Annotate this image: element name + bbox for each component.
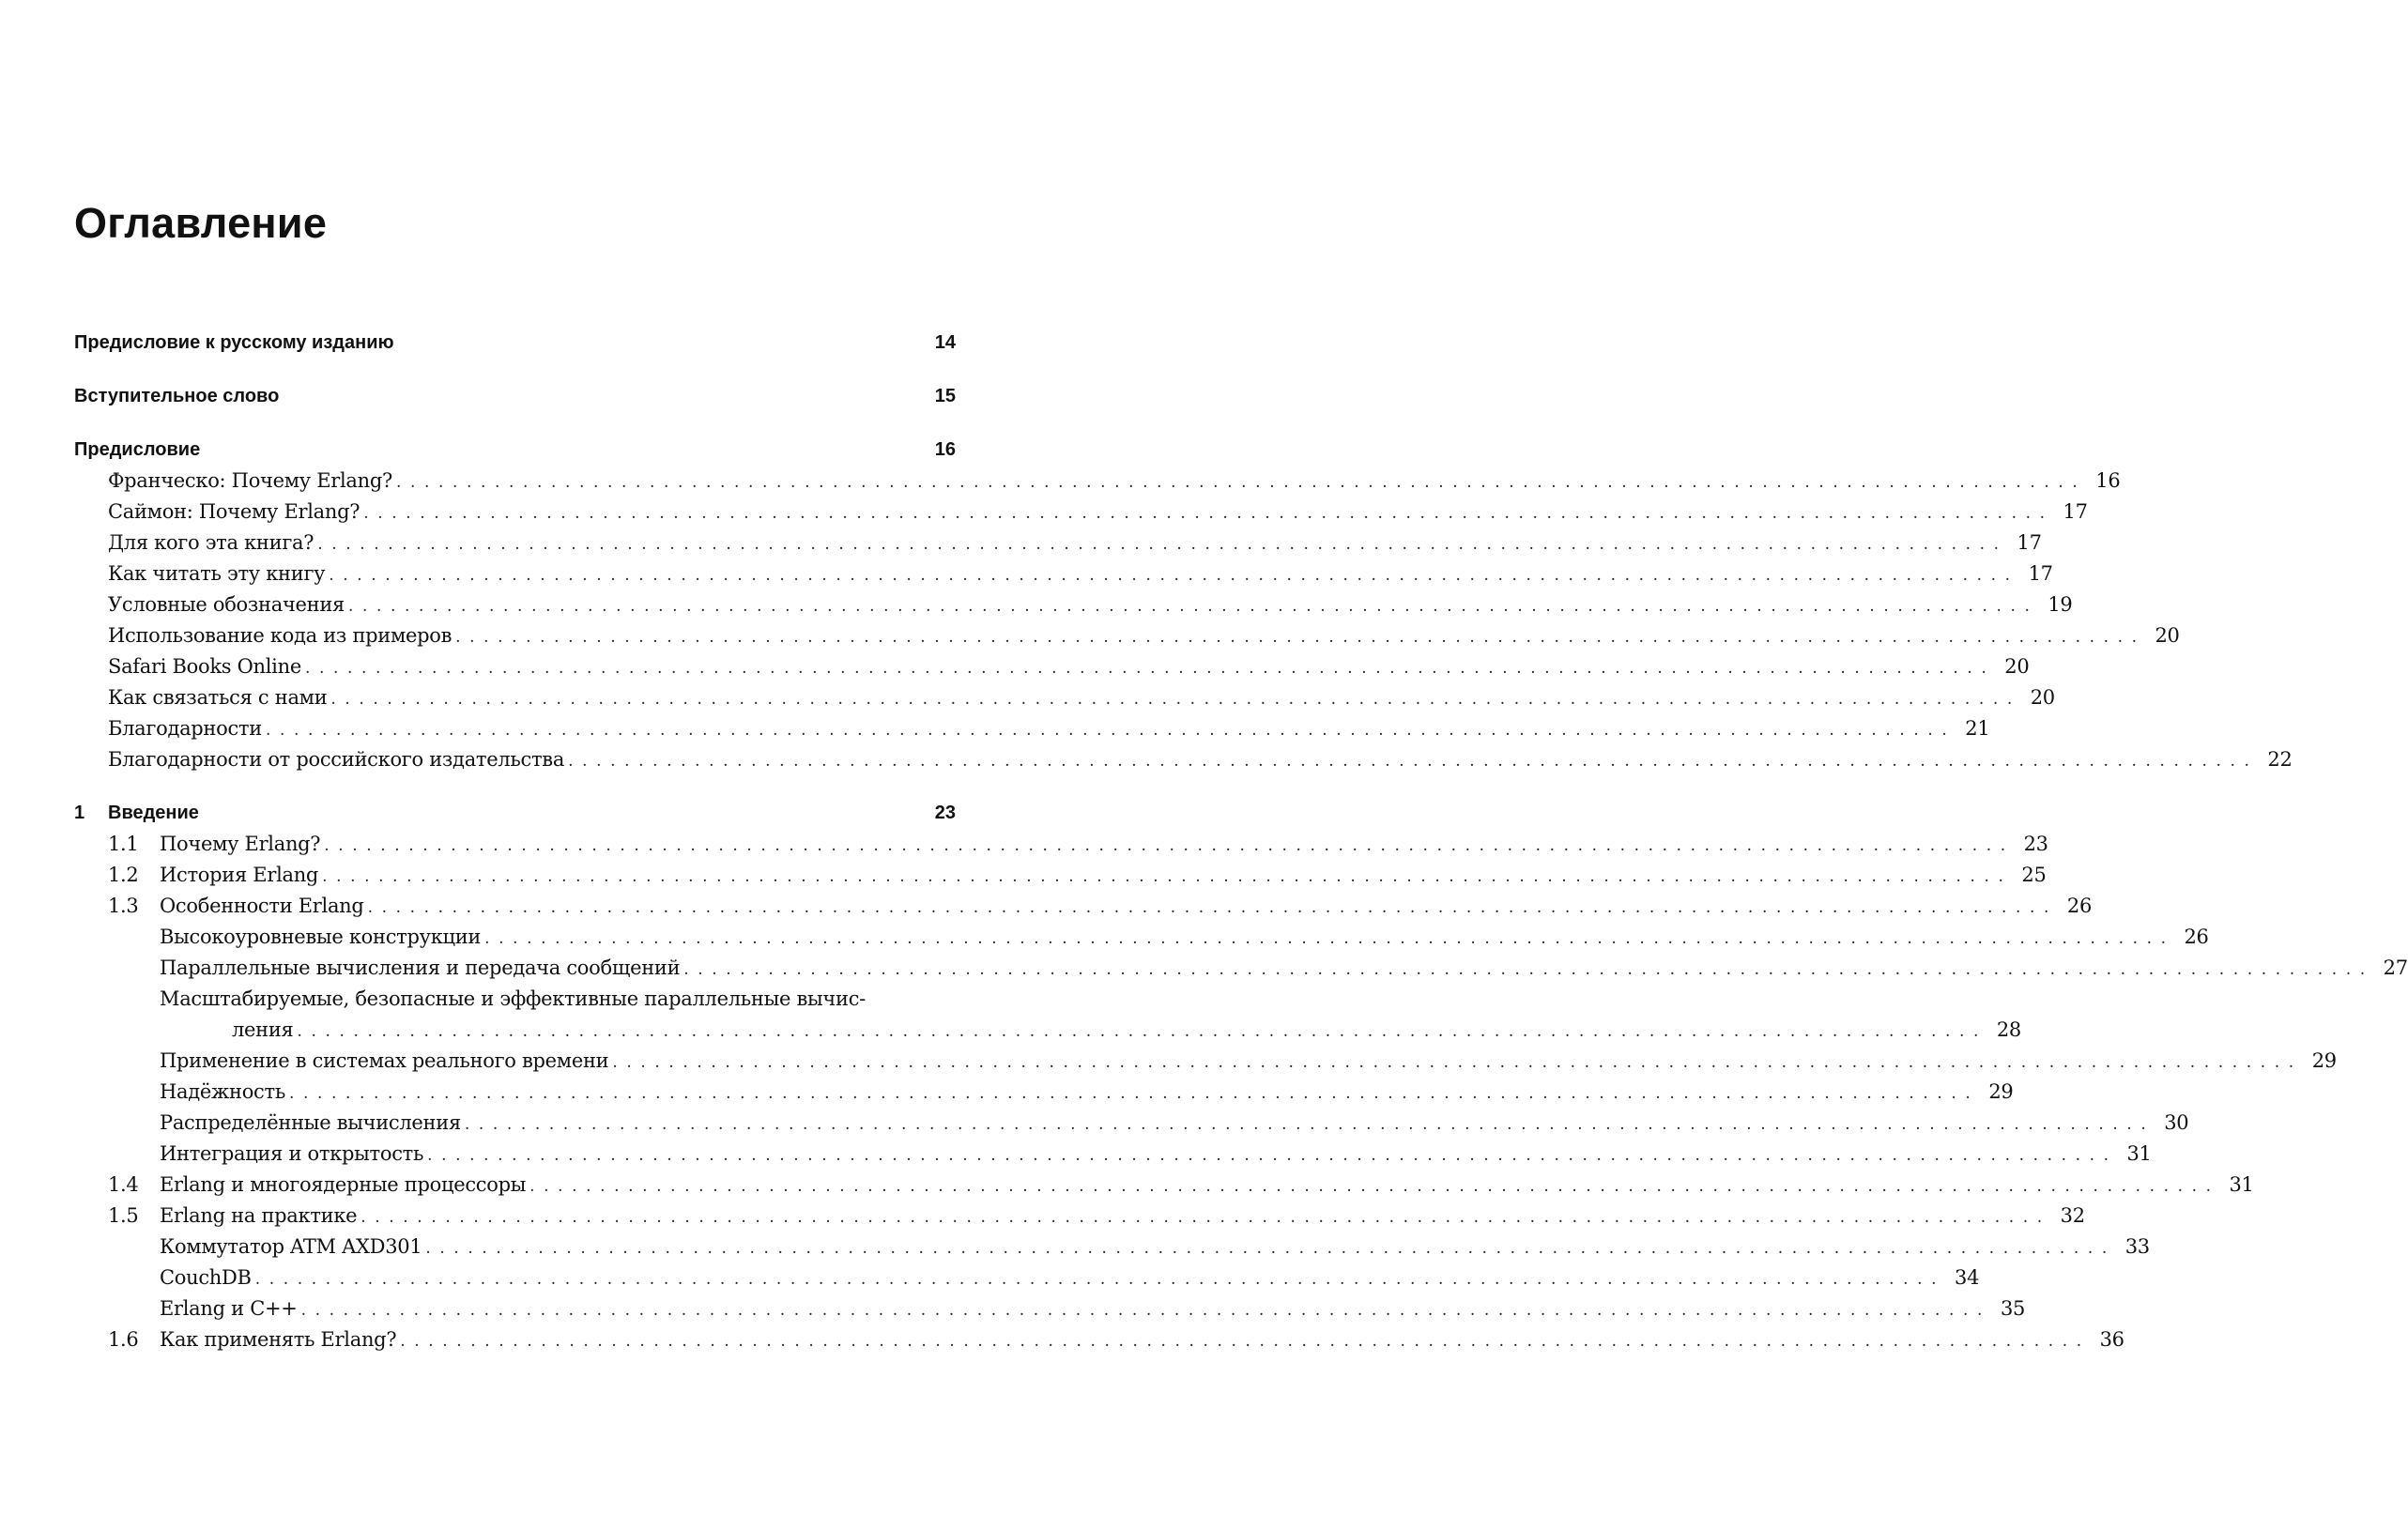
toc-entry-title: Масштабируемые, безопасные и эффективные параллельные вычис- (160, 987, 866, 1010)
toc-entry-page: 29 (1988, 1080, 2014, 1103)
toc-entry-page: 16 (934, 439, 956, 460)
toc-entry-page: 16 (2095, 469, 2121, 492)
dot-leader: ........................................................................................................................ (329, 566, 2019, 585)
dot-leader: ........................................................................................................................ (363, 504, 2054, 523)
toc-chapter-entry[interactable] (74, 328, 956, 359)
toc-section-entry[interactable] (74, 744, 2293, 775)
toc-section-entry[interactable] (74, 620, 2180, 651)
dot-leader: ........................................................................................................................ (367, 898, 2059, 917)
toc-section-entry[interactable] (74, 682, 2055, 713)
toc-chapter-number: 1 (74, 803, 85, 823)
toc-entry-title: CouchDB (160, 1266, 252, 1289)
toc-section-number: 1.5 (108, 1204, 139, 1227)
toc-entry-page: 23 (934, 803, 956, 823)
dot-leader: ........................................................................................................................ (348, 597, 2039, 616)
dot-leader: ........................................................................................................................ (324, 836, 2015, 855)
toc-section-number: 1.6 (108, 1328, 139, 1351)
toc-entry-title: Введение (108, 803, 199, 823)
dot-leader: ........................................................................................................................ (395, 473, 2087, 492)
toc-entry-title: Использование кода из примеров (108, 624, 452, 647)
toc-entry-title: Параллельные вычисления и передача сообщений (160, 956, 681, 979)
toc-section-entry[interactable] (74, 1201, 2085, 1232)
dot-leader: ........................................................................................................................ (297, 1022, 1987, 1041)
toc-entry-title: Как читать эту книгу (108, 562, 326, 585)
toc-entry-page: 32 (2060, 1204, 2085, 1227)
table-of-contents (74, 328, 2408, 1355)
toc-entry-title: Условные обозначения (108, 593, 345, 616)
toc-section-entry[interactable] (74, 829, 2048, 860)
toc-entry-title: Вступительное слово (74, 386, 280, 406)
toc-section-entry[interactable] (74, 1170, 2254, 1201)
dot-leader: ........................................................................................................................ (360, 1208, 2051, 1227)
toc-entry-page: 30 (2164, 1111, 2189, 1134)
toc-subsection-entry[interactable] (74, 1139, 2152, 1170)
dot-leader: ........................................................................................................................ (683, 960, 2374, 979)
dot-leader: ........................................................................................................................ (254, 1270, 1946, 1289)
toc-subsection-entry[interactable] (74, 1232, 2150, 1262)
toc-section-entry[interactable] (74, 651, 2030, 682)
toc-entry-title: Как связаться с нами (108, 686, 328, 709)
toc-entry-title: Почему Erlang? (160, 833, 321, 855)
toc-entry-page: 15 (934, 386, 956, 406)
toc-entry-title: Благодарности (108, 717, 262, 740)
toc-entry-title: Erlang на практике (160, 1204, 358, 1227)
toc-section-number: 1.1 (108, 833, 139, 855)
dot-leader: ........................................................................................................................ (568, 752, 2259, 771)
toc-subsection-entry[interactable] (74, 1046, 2337, 1077)
toc-subsection-entry[interactable] (74, 1077, 2014, 1108)
toc-entry-page: 33 (2124, 1235, 2150, 1258)
toc-entry-page: 23 (2023, 833, 2048, 855)
toc-subsection-entry[interactable] (74, 1108, 2189, 1139)
toc-entry-page: 26 (2066, 895, 2093, 917)
dot-leader: ........................................................................................................................ (300, 1301, 1992, 1320)
toc-entry-title: Erlang и многоядерные процессоры (160, 1173, 527, 1196)
toc-subsection-entry[interactable] (74, 1293, 2026, 1324)
toc-entry-title: Предисловие (74, 439, 201, 460)
toc-entry-page: 19 (2048, 593, 2073, 616)
toc-subsection-entry[interactable] (74, 984, 2021, 1046)
toc-entry-page: 29 (2311, 1049, 2337, 1072)
toc-entry-page: 21 (1965, 717, 1990, 740)
dot-leader: ........................................................................................................................ (317, 535, 2008, 554)
toc-section-entry[interactable] (74, 466, 2121, 497)
toc-entry-page: 17 (2063, 500, 2088, 523)
toc-section-entry[interactable] (74, 559, 2053, 589)
toc-entry-title: Предисловие к русскому изданию (74, 332, 394, 353)
toc-entry-title: Высокоуровневые конструкции (160, 926, 482, 948)
toc-section-entry[interactable] (74, 589, 2073, 620)
toc-entry-title: Благодарности от российского издательства (108, 748, 565, 771)
toc-entry-title: История Erlang (160, 864, 319, 886)
toc-entry-title: Коммутатор ATM AXD301 (160, 1235, 422, 1258)
toc-section-number: 1.2 (108, 864, 139, 886)
dot-leader: ........................................................................................................................ (304, 659, 1996, 678)
dot-leader: ........................................................................................................................ (612, 1053, 2303, 1072)
dot-leader: ........................................................................................................................ (330, 690, 2021, 709)
toc-entry-page: 20 (2030, 686, 2055, 709)
toc-entry-title: Safari Books Online (108, 655, 301, 678)
toc-entry-title: Для кого эта книга? (108, 531, 314, 554)
toc-subsection-entry[interactable] (74, 1262, 1980, 1293)
toc-entry-page: 35 (2000, 1297, 2026, 1320)
dot-leader: ........................................................................................................................ (425, 1239, 2116, 1258)
toc-section-number: 1.3 (108, 895, 139, 917)
toc-entry-page: 25 (2021, 864, 2047, 886)
toc-entry-title: Применение в системах реального времени (160, 1049, 609, 1072)
toc-section-entry[interactable] (74, 713, 1990, 744)
toc-subsection-entry[interactable] (74, 953, 2408, 984)
dot-leader: ........................................................................................................................ (400, 1332, 2091, 1351)
toc-section-entry[interactable] (74, 528, 2042, 559)
dot-leader: ........................................................................................................................ (288, 1084, 1980, 1103)
toc-entry-title: Франческо: Почему Erlang? (108, 469, 392, 492)
toc-entry-page: 36 (2099, 1328, 2124, 1351)
toc-section-entry[interactable] (74, 860, 2047, 891)
toc-entry-title: Распределённые вычисления (160, 1111, 461, 1134)
dot-leader: ........................................................................................................................ (455, 628, 2146, 647)
toc-entry-title: Саймон: Почему Erlang? (108, 500, 360, 523)
toc-entry-page: 17 (2017, 531, 2042, 554)
toc-entry-title: Особенности Erlang (160, 895, 364, 917)
toc-entry-title: Интеграция и открытость (160, 1142, 424, 1165)
toc-chapter-entry[interactable] (74, 798, 956, 829)
toc-entry-page: 28 (1996, 1018, 2021, 1041)
toc-entry-title-continued: ления (232, 1018, 294, 1041)
toc-entry-title: Как применять Erlang? (160, 1328, 397, 1351)
toc-entry-page: 31 (2229, 1173, 2254, 1196)
toc-section-number: 1.4 (108, 1173, 139, 1196)
toc-entry-title: Erlang и C++ (160, 1297, 298, 1320)
toc-section-entry[interactable] (74, 1324, 2124, 1355)
dot-leader: ........................................................................................................................ (322, 867, 2013, 886)
page-title: Оглавление (74, 199, 328, 247)
toc-entry-page: 14 (934, 332, 956, 353)
toc-subsection-entry[interactable] (74, 922, 2209, 953)
toc-entry-page: 20 (2155, 624, 2180, 647)
toc-section-entry[interactable] (74, 891, 2093, 922)
toc-entry-page: 22 (2267, 748, 2293, 771)
dot-leader: ........................................................................................................................ (484, 929, 2175, 948)
dot-leader: ........................................................................................................................ (464, 1115, 2155, 1134)
toc-chapter-entry[interactable] (74, 381, 956, 412)
toc-entry-page: 26 (2184, 926, 2209, 948)
toc-entry-page: 34 (1955, 1266, 1980, 1289)
toc-chapter-entry[interactable] (74, 435, 956, 466)
toc-section-entry[interactable] (74, 497, 2088, 528)
toc-entry-page: 17 (2028, 562, 2053, 585)
dot-leader: ........................................................................................................................ (265, 721, 1956, 740)
toc-entry-page: 27 (2383, 956, 2408, 979)
toc-entry-title: Надёжность (160, 1080, 285, 1103)
dot-leader: ........................................................................................................................ (427, 1146, 2118, 1165)
dot-leader: ........................................................................................................................ (529, 1177, 2220, 1196)
toc-entry-page: 31 (2126, 1142, 2152, 1165)
toc-entry-page: 20 (2004, 655, 2030, 678)
